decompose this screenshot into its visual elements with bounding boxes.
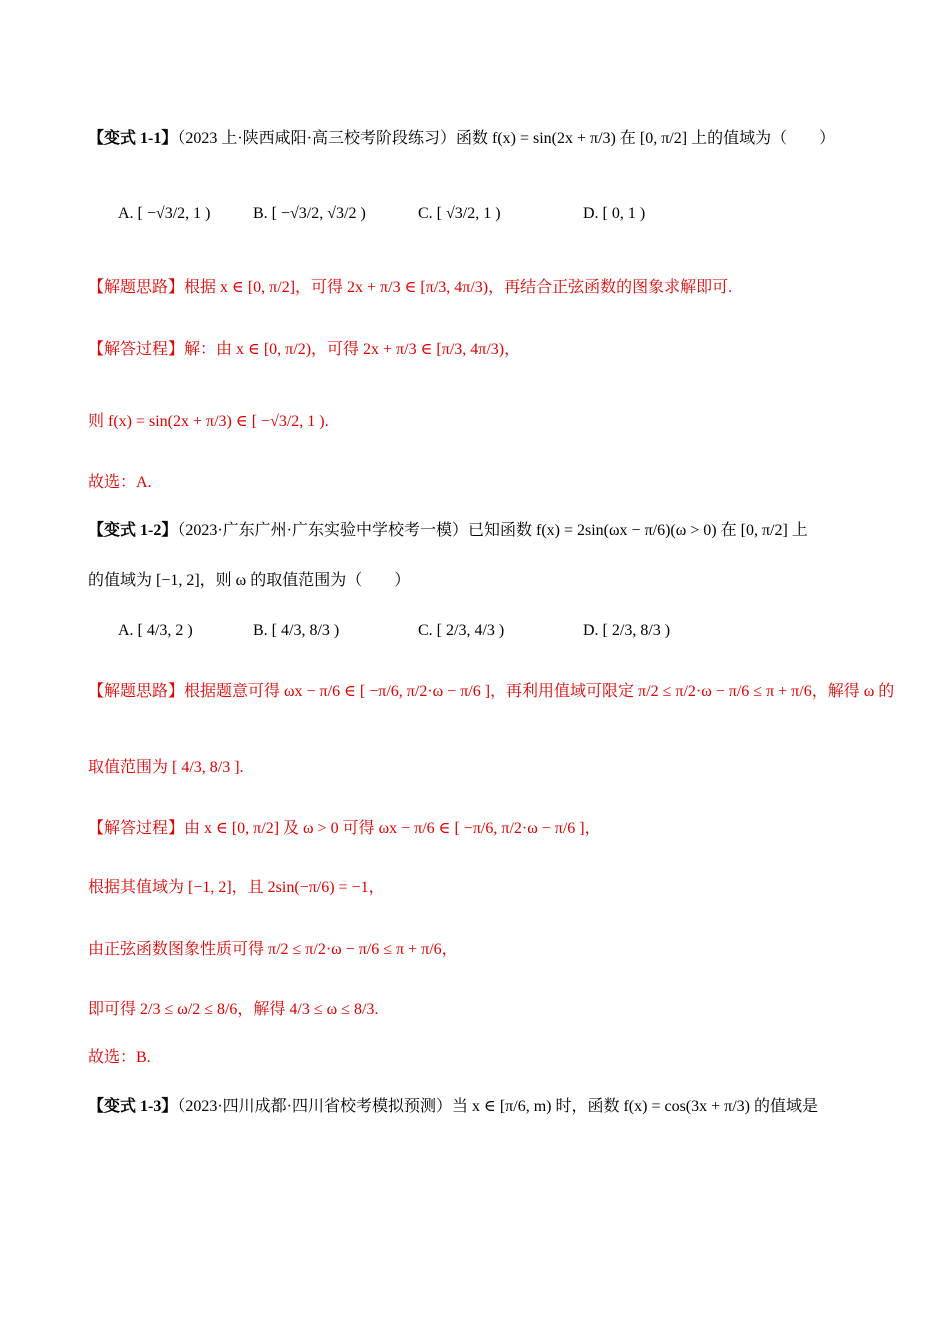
answer: 故选：A.: [88, 474, 152, 491]
solution-thinking: 【解题思路】根据 x ∈ [0, π/2]，可得 2x + π/3 ∈ [π/3, 4π/3)，再结合正弦函数的图象求解即可.: [88, 279, 733, 296]
problem-1-3-tag: 【变式 1-3】: [88, 1098, 178, 1115]
problem-1-2-tag: 【变式 1-2】: [88, 522, 178, 539]
option-c: C. [ 2/3, 4/3 ): [418, 622, 505, 639]
option-d: D. [ 2/3, 8/3 ): [583, 622, 671, 639]
solution-process-line-1: 【解答过程】由 x ∈ [0, π/2] 及 ω > 0 可得 ωx − π/6 ∈ [ −π/6, π/2·ω − π/6 ]，: [88, 820, 601, 837]
option-b: B. [ 4/3, 8/3 ): [253, 622, 340, 639]
problem-1-3-stem-line: [88, 1096, 818, 1118]
solution-process-line-2: 根据其值域为 [−1, 2]，且 2sin(−π/6) = −1，: [88, 879, 385, 896]
solution-process-line-1: 【解答过程】解：由 x ∈ [0, π/2)，可得 2x + π/3 ∈ [π/3, 4π/3)，: [88, 341, 521, 358]
problem-1-1-tag: 【变式 1-1】: [88, 130, 178, 147]
problem-1-1-stem-line: [88, 128, 835, 150]
option-a: A. [ −√3/2, 1 ): [118, 205, 211, 222]
solution-process-line-2: 则 f(x) = sin(2x + π/3) ∈ [ −√3/2, 1 ).: [88, 413, 329, 430]
option-a: A. [ 4/3, 2 ): [118, 622, 193, 639]
problem-1-2-stem: （2023·广东广州·广东实验中学校考一模）已知函数 f(x) = 2sin(ωx − π/6)(ω > 0) 在 [0, π/2] 上: [177, 522, 808, 539]
problem-1-2-stem-line: [88, 520, 808, 542]
problem-1-3-stem: （2023·四川成都·四川省校考模拟预测）当 x ∈ [π/6, m) 时，函数 f(x) = cos(3x + π/3) 的值域是: [177, 1098, 819, 1115]
solution-thinking: 【解题思路】根据题意可得 ωx − π/6 ∈ [ −π/6, π/2·ω − π/6 ]，再利用值域可限定 π/2 ≤ π/2·ω − π/6 ≤ π + π/6，解得 ω 的: [88, 683, 895, 700]
solution-process-line-4: 即可得 2/3 ≤ ω/2 ≤ 8/6，解得 4/3 ≤ ω ≤ 8/3.: [88, 1001, 379, 1018]
solution-thinking-line-2: 取值范围为 [ 4/3, 8/3 ].: [88, 759, 244, 776]
answer: 故选：B.: [88, 1049, 151, 1066]
problem-1-1-stem: （2023 上·陕西咸阳·高三校考阶段练习）函数 f(x) = sin(2x + π/3) 在 [0, π/2] 上的值域为（ ）: [177, 130, 836, 147]
option-d: D. [ 0, 1 ): [583, 205, 646, 222]
problem-1-2-stem-line-2: 的值域为 [−1, 2]，则 ω 的取值范围为（ ）: [88, 572, 411, 589]
option-c: C. [ √3/2, 1 ): [418, 205, 501, 222]
option-b: B. [ −√3/2, √3/2 ): [253, 205, 366, 222]
solution-process-line-3: 由正弦函数图象性质可得 π/2 ≤ π/2·ω − π/6 ≤ π + π/6，: [88, 941, 458, 958]
